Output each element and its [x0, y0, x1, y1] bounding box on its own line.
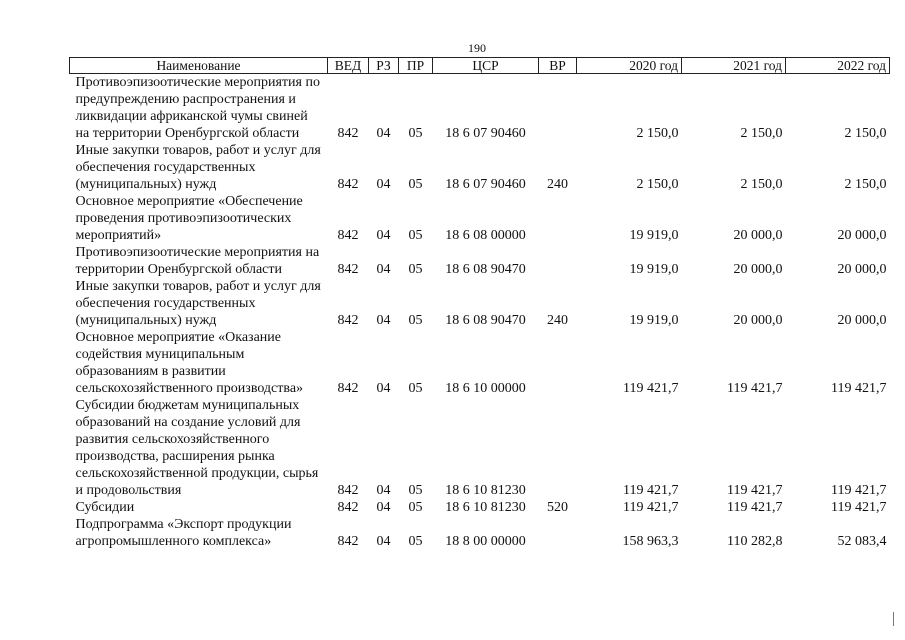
cell-csr: 18 6 07 90460 — [445, 126, 526, 141]
table-row — [70, 244, 890, 278]
cell-y2021: 20 000,0 — [733, 262, 783, 277]
table-row — [70, 193, 890, 244]
cell-name: Подпрограмма «Экспорт продукции агропромышленного комплекса» — [75, 517, 292, 549]
table-row — [70, 499, 890, 516]
cell-rz: 04 — [376, 483, 391, 498]
cell-rz: 04 — [376, 262, 391, 277]
table-row — [70, 142, 890, 193]
cell-y2020: 119 421,7 — [623, 500, 679, 515]
cell-y2022: 20 000,0 — [837, 262, 887, 277]
cell-rz: 04 — [376, 534, 391, 549]
cell-name: Субсидии бюджетам муниципальных образований на создание условий для развития сельскохозяйственного производства, расширения рынка сельскохозяйственной продукции, сырья и продовольствия — [75, 398, 319, 498]
header-name: Наименование — [70, 58, 328, 74]
table-row — [70, 397, 890, 499]
cell-y2021: 20 000,0 — [733, 313, 783, 328]
cell-pr: 05 — [408, 500, 423, 515]
header-pr: ПР — [399, 58, 433, 74]
table-header — [70, 58, 890, 74]
header-csr: ЦСР — [433, 58, 539, 74]
cell-y2021: 2 150,0 — [740, 177, 783, 192]
cell-csr: 18 6 10 00000 — [445, 381, 526, 396]
table-row — [70, 278, 890, 329]
cell-vr — [539, 329, 577, 397]
cell-y2022: 119 421,7 — [831, 500, 887, 515]
cell-csr: 18 6 08 00000 — [445, 228, 526, 243]
cell-vr — [539, 74, 577, 143]
header-rz: РЗ — [369, 58, 399, 74]
cell-rz: 04 — [376, 500, 391, 515]
cell-y2021: 110 282,8 — [727, 534, 783, 549]
cell-ved: 842 — [337, 126, 359, 141]
cell-rz: 04 — [376, 381, 391, 396]
cell-vr: 240 — [547, 313, 568, 328]
cell-name: Иные закупки товаров, работ и услуг для обеспечения государственных (муниципальных) нужд — [75, 279, 321, 328]
cell-y2022: 119 421,7 — [831, 483, 887, 498]
cell-ved: 842 — [337, 262, 359, 277]
cell-y2020: 19 919,0 — [629, 228, 679, 243]
cell-vr — [539, 244, 577, 278]
cell-ved: 842 — [337, 483, 359, 498]
cell-name: Основное мероприятие «Оказание содействия муниципальным образованиям в развитии сельскохозяйственного производства» — [75, 330, 304, 396]
cell-y2022: 52 083,4 — [837, 534, 887, 549]
cell-pr: 05 — [408, 381, 423, 396]
header-2022: 2022 год — [786, 58, 890, 74]
budget-table — [69, 57, 890, 550]
cell-ved: 842 — [337, 313, 359, 328]
cell-y2022: 20 000,0 — [837, 228, 887, 243]
cell-csr: 18 8 00 00000 — [445, 534, 526, 549]
cell-pr: 05 — [408, 177, 423, 192]
header-2021: 2021 год — [682, 58, 786, 74]
cell-rz: 04 — [376, 228, 391, 243]
cell-ved: 842 — [337, 228, 359, 243]
cell-pr: 05 — [408, 483, 423, 498]
page-number: 190 — [468, 41, 486, 55]
cell-vr — [539, 397, 577, 499]
cell-rz: 04 — [376, 313, 391, 328]
cell-vr: 240 — [547, 177, 568, 192]
header-vr: ВР — [539, 58, 577, 74]
cell-vr: 520 — [547, 500, 568, 515]
cell-y2020: 19 919,0 — [629, 313, 679, 328]
cell-y2020: 119 421,7 — [623, 381, 679, 396]
cell-pr: 05 — [408, 126, 423, 141]
cell-name: Иные закупки товаров, работ и услуг для обеспечения государственных (муниципальных) нужд — [75, 143, 321, 192]
cell-pr: 05 — [408, 228, 423, 243]
cell-vr — [539, 516, 577, 550]
table-row — [70, 74, 890, 143]
cell-y2020: 119 421,7 — [623, 483, 679, 498]
header-2020: 2020 год — [577, 58, 682, 74]
cell-y2022: 20 000,0 — [837, 313, 887, 328]
edge-mark — [893, 612, 894, 626]
cell-y2022: 2 150,0 — [844, 126, 887, 141]
cell-csr: 18 6 08 90470 — [445, 313, 526, 328]
cell-rz: 04 — [376, 177, 391, 192]
cell-ved: 842 — [337, 177, 359, 192]
table-row — [70, 329, 890, 397]
cell-pr: 05 — [408, 534, 423, 549]
cell-y2022: 119 421,7 — [831, 381, 887, 396]
cell-y2022: 2 150,0 — [844, 177, 887, 192]
cell-y2020: 2 150,0 — [636, 177, 679, 192]
cell-csr: 18 6 07 90460 — [445, 177, 526, 192]
header-ved: ВЕД — [328, 58, 369, 74]
cell-name: Противоэпизоотические мероприятия на территории Оренбургской области — [75, 245, 320, 277]
cell-pr: 05 — [408, 313, 423, 328]
cell-pr: 05 — [408, 262, 423, 277]
cell-rz: 04 — [376, 126, 391, 141]
cell-csr: 18 6 10 81230 — [445, 500, 526, 515]
cell-ved: 842 — [337, 500, 359, 515]
cell-y2021: 2 150,0 — [740, 126, 783, 141]
cell-name: Противоэпизоотические мероприятия по предупреждению распространения и ликвидации африканской чумы свиней на территории Оренбургской области — [75, 75, 320, 141]
cell-csr: 18 6 10 81230 — [445, 483, 526, 498]
cell-name: Основное мероприятие «Обеспечение проведения противоэпизоотических мероприятий» — [75, 194, 303, 243]
cell-y2020: 2 150,0 — [636, 126, 679, 141]
cell-y2021: 119 421,7 — [727, 483, 783, 498]
cell-ved: 842 — [337, 534, 359, 549]
cell-name: Субсидии — [75, 500, 135, 515]
cell-y2021: 20 000,0 — [733, 228, 783, 243]
cell-csr: 18 6 08 90470 — [445, 262, 526, 277]
cell-y2021: 119 421,7 — [727, 381, 783, 396]
cell-vr — [539, 193, 577, 244]
cell-y2020: 158 963,3 — [622, 534, 679, 549]
cell-ved: 842 — [337, 381, 359, 396]
cell-y2020: 19 919,0 — [629, 262, 679, 277]
table-row — [70, 516, 890, 550]
cell-y2021: 119 421,7 — [727, 500, 783, 515]
